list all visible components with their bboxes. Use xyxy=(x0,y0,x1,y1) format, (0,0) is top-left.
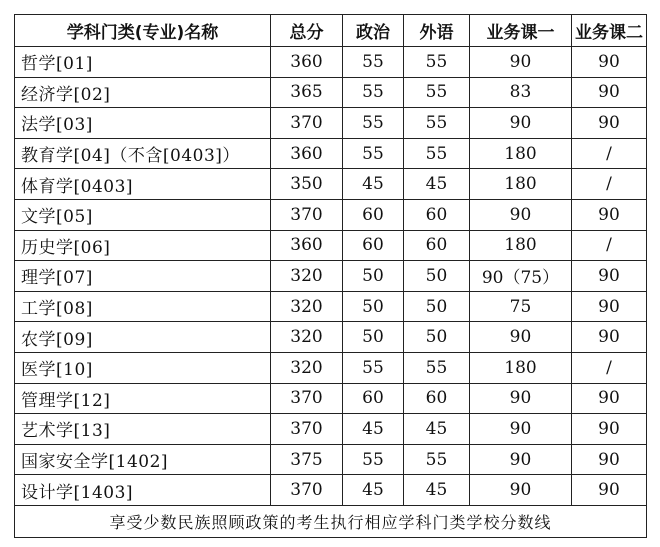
header-course-one: 业务课一 xyxy=(470,15,572,47)
foreign-language-score-cell: 60 xyxy=(404,383,470,414)
table-row xyxy=(15,77,647,108)
foreign-language-score-cell: 55 xyxy=(404,352,470,383)
course-two-score-cell: / xyxy=(572,169,647,200)
total-score-cell: 360 xyxy=(271,138,343,169)
course-two-score-cell: 90 xyxy=(572,444,647,475)
subject-name-cell: 设计学[1403] xyxy=(15,475,271,506)
table-row xyxy=(15,322,647,353)
course-one-score-cell: 90 xyxy=(470,47,572,78)
foreign-language-score-cell: 50 xyxy=(404,291,470,322)
total-score-cell: 320 xyxy=(271,322,343,353)
total-score-cell: 370 xyxy=(271,383,343,414)
course-one-score-cell: 90 xyxy=(470,444,572,475)
course-two-score-cell: 90 xyxy=(572,77,647,108)
course-two-score-cell: 90 xyxy=(572,47,647,78)
table-row xyxy=(15,169,647,200)
course-two-score-cell: 90 xyxy=(572,383,647,414)
politics-score-cell: 55 xyxy=(343,77,404,108)
subject-name-cell: 管理学[12] xyxy=(15,383,271,414)
total-score-cell: 320 xyxy=(271,291,343,322)
course-two-score-cell: / xyxy=(572,138,647,169)
course-two-score-cell: / xyxy=(572,352,647,383)
header-course-two: 业务课二 xyxy=(572,15,647,47)
course-two-score-cell: / xyxy=(572,230,647,261)
subject-name-cell: 历史学[06] xyxy=(15,230,271,261)
total-score-cell: 360 xyxy=(271,230,343,261)
course-one-score-cell: 75 xyxy=(470,291,572,322)
course-one-score-cell: 90 xyxy=(470,322,572,353)
total-score-cell: 320 xyxy=(271,352,343,383)
subject-name-cell: 农学[09] xyxy=(15,322,271,353)
politics-score-cell: 45 xyxy=(343,475,404,506)
foreign-language-score-cell: 50 xyxy=(404,322,470,353)
course-one-score-cell: 90 xyxy=(470,108,572,139)
politics-score-cell: 55 xyxy=(343,352,404,383)
table-row xyxy=(15,383,647,414)
subject-name-cell: 经济学[02] xyxy=(15,77,271,108)
table-row xyxy=(15,230,647,261)
course-one-score-cell: 180 xyxy=(470,169,572,200)
total-score-cell: 370 xyxy=(271,199,343,230)
course-two-score-cell: 90 xyxy=(572,414,647,445)
foreign-language-score-cell: 55 xyxy=(404,444,470,475)
course-two-score-cell: 90 xyxy=(572,261,647,292)
header-total: 总分 xyxy=(271,15,343,47)
subject-name-cell: 哲学[01] xyxy=(15,47,271,78)
foreign-language-score-cell: 55 xyxy=(404,77,470,108)
total-score-cell: 365 xyxy=(271,77,343,108)
foreign-language-score-cell: 50 xyxy=(404,261,470,292)
course-one-score-cell: 180 xyxy=(470,138,572,169)
table-row xyxy=(15,138,647,169)
subject-name-cell: 理学[07] xyxy=(15,261,271,292)
politics-score-cell: 55 xyxy=(343,47,404,78)
subject-name-cell: 法学[03] xyxy=(15,108,271,139)
header-foreign-language: 外语 xyxy=(404,15,470,47)
course-two-score-cell: 90 xyxy=(572,475,647,506)
politics-score-cell: 50 xyxy=(343,261,404,292)
foreign-language-score-cell: 60 xyxy=(404,230,470,261)
foreign-language-score-cell: 45 xyxy=(404,475,470,506)
subject-name-cell: 体育学[0403] xyxy=(15,169,271,200)
total-score-cell: 370 xyxy=(271,108,343,139)
table-header-row xyxy=(15,15,647,47)
table-row xyxy=(15,352,647,383)
subject-name-cell: 文学[05] xyxy=(15,199,271,230)
foreign-language-score-cell: 55 xyxy=(404,47,470,78)
total-score-cell: 350 xyxy=(271,169,343,200)
score-table xyxy=(14,14,647,538)
table-row xyxy=(15,291,647,322)
subject-name-cell: 医学[10] xyxy=(15,352,271,383)
course-two-score-cell: 90 xyxy=(572,322,647,353)
course-one-score-cell: 90 xyxy=(470,475,572,506)
foreign-language-score-cell: 55 xyxy=(404,138,470,169)
foreign-language-score-cell: 55 xyxy=(404,108,470,139)
footer-note: 享受少数民族照顾政策的考生执行相应学科门类学校分数线 xyxy=(15,505,647,537)
subject-name-cell: 艺术学[13] xyxy=(15,414,271,445)
foreign-language-score-cell: 60 xyxy=(404,199,470,230)
politics-score-cell: 60 xyxy=(343,383,404,414)
subject-name-cell: 工学[08] xyxy=(15,291,271,322)
politics-score-cell: 60 xyxy=(343,230,404,261)
header-politics: 政治 xyxy=(343,15,404,47)
subject-name-cell: 国家安全学[1402] xyxy=(15,444,271,475)
foreign-language-score-cell: 45 xyxy=(404,169,470,200)
course-one-score-cell: 90 xyxy=(470,199,572,230)
politics-score-cell: 55 xyxy=(343,444,404,475)
table-row xyxy=(15,108,647,139)
course-one-score-cell: 180 xyxy=(470,230,572,261)
politics-score-cell: 50 xyxy=(343,291,404,322)
politics-score-cell: 55 xyxy=(343,138,404,169)
table-footer-row xyxy=(15,505,647,537)
course-one-score-cell: 90（75） xyxy=(470,261,572,292)
header-subject: 学科门类(专业)名称 xyxy=(15,15,271,47)
politics-score-cell: 45 xyxy=(343,414,404,445)
subject-name-cell: 教育学[04]（不含[0403]） xyxy=(15,138,271,169)
politics-score-cell: 45 xyxy=(343,169,404,200)
politics-score-cell: 50 xyxy=(343,322,404,353)
total-score-cell: 370 xyxy=(271,414,343,445)
course-one-score-cell: 180 xyxy=(470,352,572,383)
table-row xyxy=(15,414,647,445)
politics-score-cell: 55 xyxy=(343,108,404,139)
table-row xyxy=(15,444,647,475)
course-one-score-cell: 90 xyxy=(470,414,572,445)
score-table-container xyxy=(14,14,646,538)
table-row xyxy=(15,199,647,230)
table-row xyxy=(15,47,647,78)
politics-score-cell: 60 xyxy=(343,199,404,230)
total-score-cell: 370 xyxy=(271,475,343,506)
table-body xyxy=(15,47,647,506)
total-score-cell: 360 xyxy=(271,47,343,78)
course-one-score-cell: 83 xyxy=(470,77,572,108)
course-two-score-cell: 90 xyxy=(572,291,647,322)
total-score-cell: 375 xyxy=(271,444,343,475)
foreign-language-score-cell: 45 xyxy=(404,414,470,445)
table-row xyxy=(15,261,647,292)
course-one-score-cell: 90 xyxy=(470,383,572,414)
total-score-cell: 320 xyxy=(271,261,343,292)
course-two-score-cell: 90 xyxy=(572,199,647,230)
course-two-score-cell: 90 xyxy=(572,108,647,139)
table-row xyxy=(15,475,647,506)
